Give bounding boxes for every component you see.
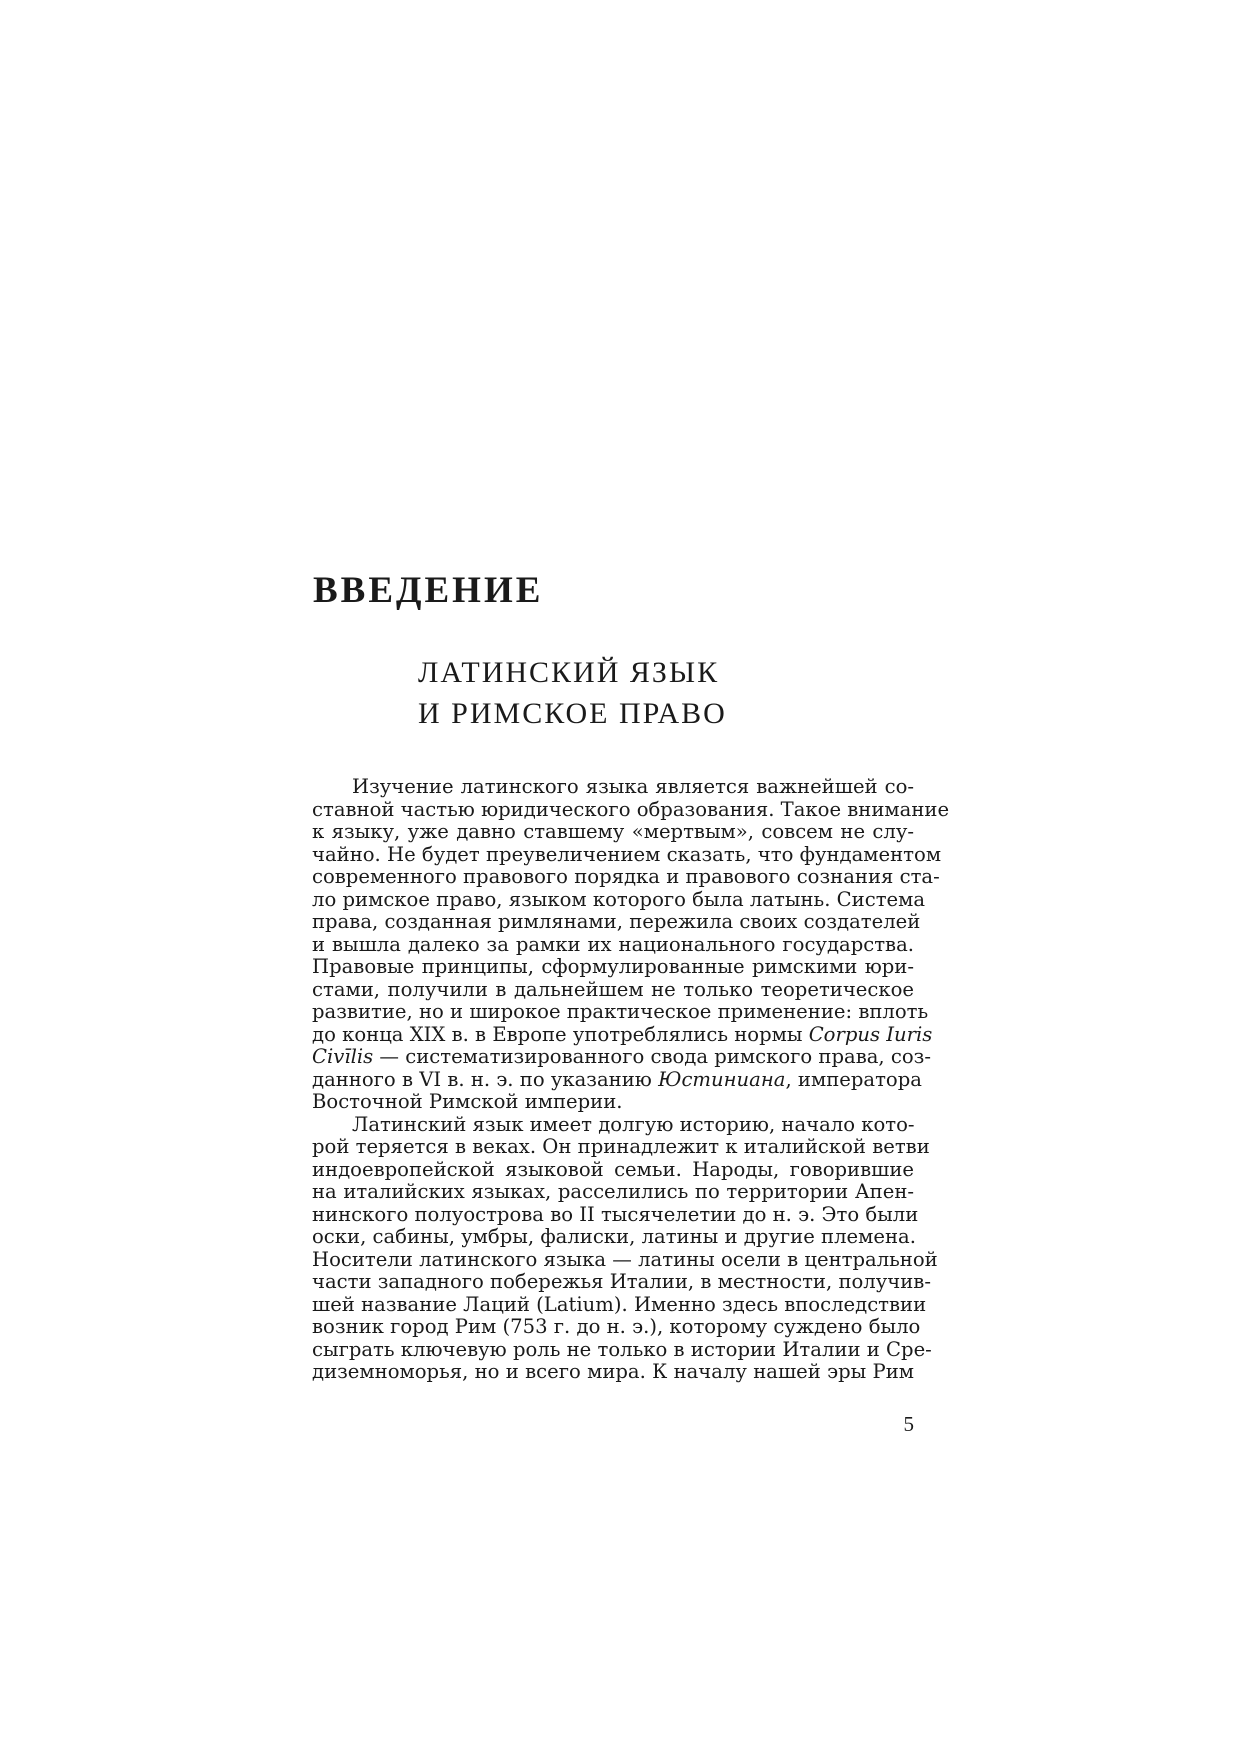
text-line: Носители латинского языка — латины осели в центральной bbox=[312, 1247, 938, 1271]
text-line: развитие, но и широкое практическое применение: вплоть bbox=[312, 1000, 929, 1023]
body-text bbox=[312, 775, 950, 1384]
text-line: Восточной Римской империи. bbox=[312, 1090, 623, 1113]
section-title bbox=[418, 652, 727, 734]
text-line bbox=[312, 1067, 922, 1092]
text-line: шей название Лаций (Latium). Именно здесь впоследствии bbox=[312, 1292, 927, 1316]
text-line: и вышла далеко за рамки их национального государства. bbox=[312, 932, 914, 956]
text-segment: до конца XIX в. в Европе употреблялись нормы bbox=[312, 1022, 809, 1046]
text-line: возник город Рим (753 г. до н. э.), которому суждено было bbox=[312, 1315, 921, 1338]
italic-term-justinian: Юстиниана bbox=[658, 1067, 786, 1091]
text-line: к языку, уже давно ставшему «мертвым», совсем не слу- bbox=[312, 820, 914, 843]
text-line: индоевропейской языковой семьи. Народы, говорившие bbox=[312, 1157, 914, 1181]
text-line: ставной частью юридического образования. Такое внимание bbox=[312, 797, 950, 821]
text-line: чайно. Не будет преувеличением сказать, что фундаментом bbox=[312, 842, 942, 866]
text-line: сыграть ключевую роль не только в истории Италии и Сре- bbox=[312, 1337, 932, 1361]
chapter-title: ВВЕДЕНИЕ bbox=[313, 570, 544, 611]
text-line: диземноморья, но и всего мира. К началу нашей эры Рим bbox=[312, 1360, 914, 1383]
text-line: стами, получили в дальнейшем не только теоретическое bbox=[312, 977, 914, 1001]
italic-term-civilis: Civīlis bbox=[312, 1045, 374, 1068]
text-line: Латинский язык имеет долгую историю, начало кото- bbox=[352, 1112, 915, 1136]
text-line: на италийских языках, расселились по территории Апен- bbox=[312, 1180, 914, 1203]
text-line: части западного побережья Италии, в местности, получив- bbox=[312, 1270, 931, 1293]
text-line: ло римское право, языком которого была латынь. Система bbox=[312, 887, 926, 911]
section-title-line-2: И РИМСКОЕ ПРАВО bbox=[418, 697, 727, 730]
text-segment: — систематизированного свода римского права, соз- bbox=[373, 1045, 931, 1068]
page-number: 5 bbox=[903, 1412, 914, 1436]
text-line: Изучение латинского языка является важнейшей со- bbox=[352, 775, 914, 798]
text-line: права, созданная римлянами, пережила своих создателей bbox=[312, 910, 921, 933]
text-segment: , императора bbox=[785, 1067, 922, 1091]
text-line bbox=[312, 1045, 931, 1069]
text-line: Правовые принципы, сформулированные римскими юри- bbox=[312, 955, 914, 978]
text-line: нинского полуострова во II тысячелетии до н. э. Это были bbox=[312, 1202, 919, 1226]
text-line: современного правового порядка и правового сознания ста- bbox=[312, 865, 940, 888]
text-line: рой теряется в веках. Он принадлежит к италийской ветви bbox=[312, 1135, 930, 1158]
italic-term-corpus-iuris: Corpus Iuris bbox=[808, 1022, 933, 1046]
text-line bbox=[312, 1022, 933, 1047]
section-title-line-1: ЛАТИНСКИЙ ЯЗЫК bbox=[418, 656, 720, 689]
text-segment: данного в VI в. н. э. по указанию bbox=[312, 1067, 659, 1091]
text-line: оски, сабины, умбры, фалиски, латины и другие племена. bbox=[312, 1225, 916, 1248]
